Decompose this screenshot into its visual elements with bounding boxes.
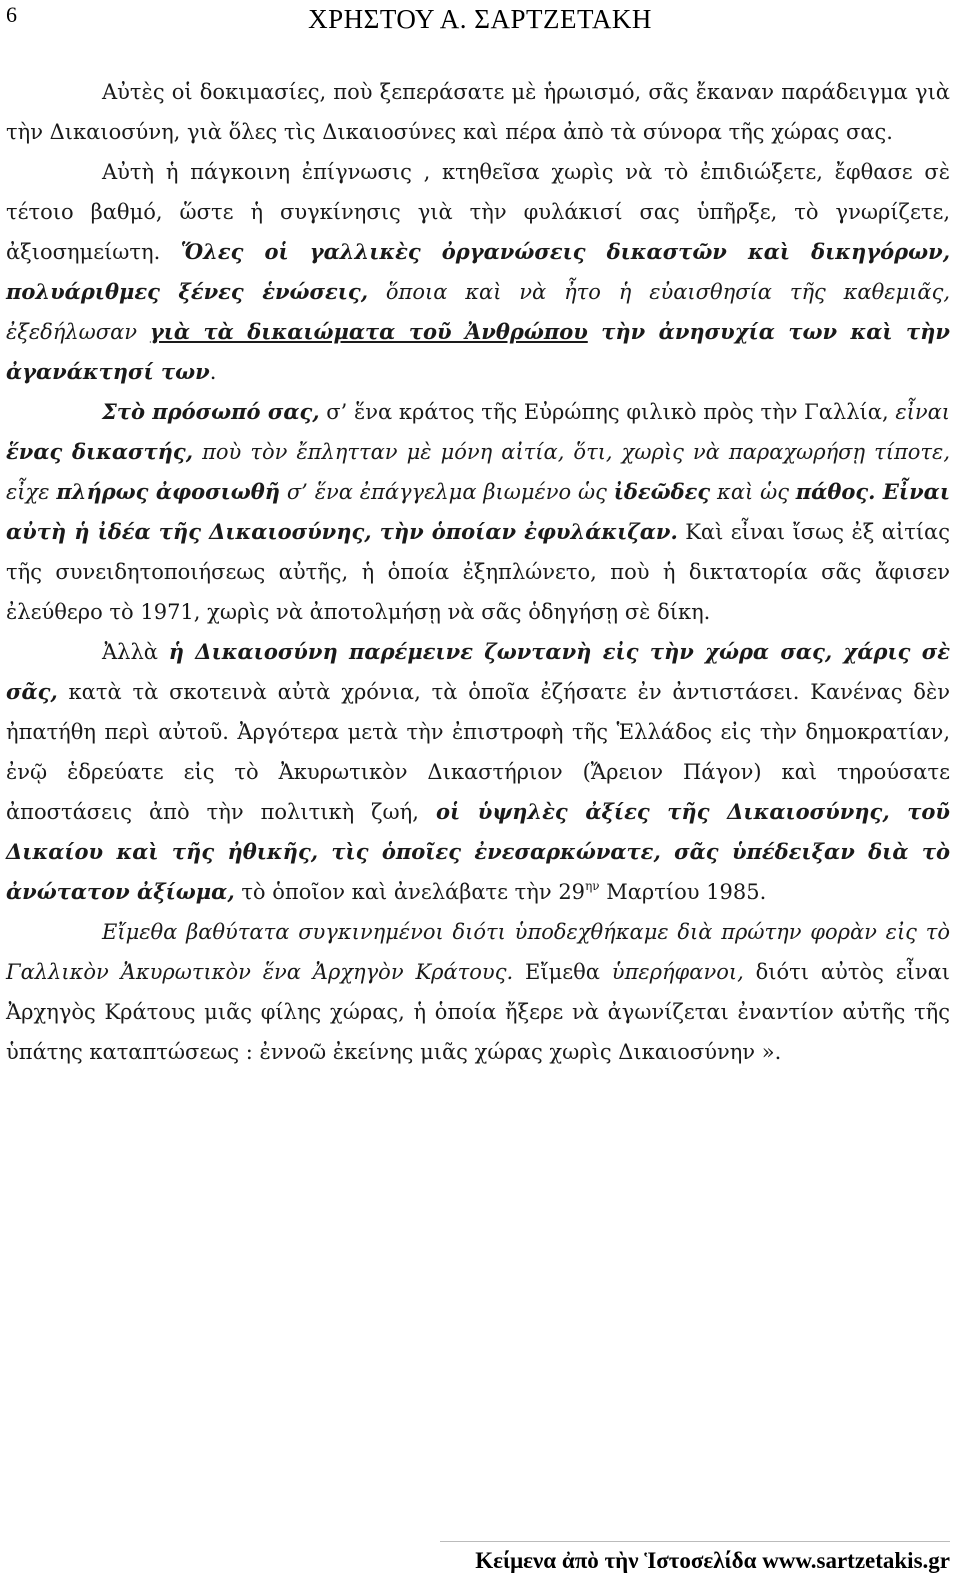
text-run: . <box>209 360 217 384</box>
paragraph-4 <box>6 632 950 912</box>
footer-divider <box>440 1541 950 1542</box>
paragraph-1 <box>6 72 950 152</box>
italic-run: ὅποια καὶ νὰ ἦτο ἡ εὐαισθησία τῆς καθεμιᾶς, ἐξεδήλωσαν <box>6 280 951 344</box>
page-number: 6 <box>6 2 17 27</box>
text-run: Εἴμεθα <box>513 960 612 984</box>
emphasis-run: τὴν ἀνησυχία των καὶ τὴν ἀγανάκτησί των <box>6 319 950 384</box>
paragraph-2 <box>6 152 950 392</box>
italic-run: σ’ ἕνα ἐπάγγελμα βιωμένο ὡς <box>280 480 614 504</box>
text-run: σ’ ἕνα κράτος τῆς Εὐρώπης φιλικὸ πρὸς τὴν Γαλλία, <box>319 400 896 424</box>
italic-run: καὶ ὡς <box>710 480 796 504</box>
paragraph-5 <box>6 912 950 1072</box>
text-run: Αὐτὴ ἡ πάγκοινη ἐπίγνωσις , κτηθεῖσα χωρὶς νὰ τὸ ἐπιδιώξετε, ἔφθασε σὲ τέτοιο βαθμό, ὥστε ἡ συγκίνησις γιὰ τὴν φυλάκισί σας ὑπῆρξε, τὸ γνωρίζετε, ἀξιοσημείωτη. <box>6 160 950 264</box>
emphasis-run: πλήρως ἀφοσιωθῆ <box>56 479 281 504</box>
emphasis-run: οἱ ὑψηλὲς ἀξίες τῆς Δικαιοσύνης, τοῦ Δικαίου καὶ τῆς ἠθικῆς, τὶς ὁποῖες ἐνεσαρκώνατε, σᾶς ὑπέδειξαν διὰ τὸ ἀνώτατον ἀξίωμα, <box>6 799 951 904</box>
emphasis-run: Εἶναι αὐτὴ ἡ ἰδέα τῆς Δικαιοσύνης, τὴν ὁποίαν ἐφυλάκιζαν. <box>6 479 950 544</box>
emphasis-run: πάθος. <box>795 479 876 504</box>
emphasis-run: Στὸ πρόσωπό σας, <box>102 399 320 424</box>
italic-run: ὑπερήφανοι, <box>611 960 744 984</box>
italic-run: ποὺ τὸν ἔπλητταν μὲ μόνη αἰτία, ὅτι, χωρὶς νὰ παραχωρήσῃ τίποτε, εἶχε <box>6 440 950 504</box>
text-run: κατὰ τὰ σκοτεινὰ αὐτὰ χρόνια, τὰ ὁποῖα ἐζήσατε ἐν ἀντιστάσει. Κανένας δὲν ἠπατήθη περὶ αὐτοῦ. Ἀργότερα μετὰ τὴν ἐπιστροφὴ τῆς Ἑλλάδος εἰς τὴν δημοκρατίαν, ἐνῷ ἑδρεύατε εἰς τὸ Ἀκυρωτικὸν Δικαστήριον (Ἄρειον Πάγον) καὶ τηρούσατε ἀποστάσεις ἀπὸ τὴν πολιτικὴ ζωή, <box>6 680 950 824</box>
emphasis-run: Ὅλες οἱ γαλλικὲς ὀργανώσεις δικαστῶν καὶ δικηγόρων, πολυάριθμες ξένες ἑνώσεις, <box>6 239 951 304</box>
text-run: Ἀλλὰ <box>102 640 169 664</box>
footer-source: Κείμενα ἀπὸ τὴν Ἱστοσελίδα www.sartzetakis.gr <box>475 1548 950 1573</box>
text-run: Μαρτίου 1985. <box>599 880 767 904</box>
ordinal-suffix: ην <box>585 879 600 893</box>
italic-run: εἶναι <box>895 400 951 424</box>
text-run: Καὶ εἶναι ἴσως ἐξ αἰτίας τῆς συνειδητοποιήσεως αὐτῆς, ἡ ὁποία ἐξηπλώνετο, ποὺ ἡ δικτατορία σᾶς ἄφισεν ἐλεύθερο τὸ 1971, χωρὶς νὰ ἀποτολμήσῃ νὰ σᾶς ὁδηγήσῃ σὲ δίκη. <box>6 520 950 624</box>
emphasis-run: ἕνας δικαστής, <box>6 439 194 464</box>
text-run: Αὐτὲς οἱ δοκιμασίες, ποὺ ξεπεράσατε μὲ ἡρωισμό, σᾶς ἔκαναν παράδειγμα γιὰ τὴν Δικαιοσύνη, γιὰ ὅλες τὶς Δικαιοσύνες καὶ πέρα ἀπὸ τὰ σύνορα τῆς χώρας σας. <box>6 80 950 144</box>
document-body <box>6 72 950 1072</box>
text-run: τὸ ὁποῖον καὶ ἀνελάβατε τὴν 29 <box>234 880 586 904</box>
italic-run: Εἴμεθα βαθύτατα συγκινημένοι διότι ὑποδεχθήκαμε διὰ πρώτην φορὰν εἰς τὸ Γαλλικὸν Ἀκυρωτικὸν ἕνα Ἀρχηγὸν Κράτους. <box>6 920 950 984</box>
emphasis-run: ἡ Δικαιοσύνη παρέμεινε ζωντανὴ εἰς τὴν χώρα σας, χάρις σὲ σᾶς, <box>6 639 950 704</box>
paragraph-3 <box>6 392 950 632</box>
running-title: ΧΡΗΣΤΟΥ Α. ΣΑΡΤΖΕΤΑΚΗ <box>308 4 652 34</box>
underlined-emphasis-run: γιὰ τὰ δικαιώματα τοῦ Ἀνθρώπου <box>149 319 588 344</box>
text-run: διότι αὐτὸς εἶναι Ἀρχηγὸς Κράτους μιᾶς φίλης χώρας, ἡ ὁποία ἤξερε νὰ ἀγωνίζεται ἐναντίον αὐτῆς τῆς ὑπάτης καταπτώσεως : ἐννοῶ ἐκείνης μιᾶς χώρας χωρὶς Δικαιοσύνην ». <box>6 960 950 1064</box>
emphasis-run: ἰδεῶδες <box>613 479 711 504</box>
